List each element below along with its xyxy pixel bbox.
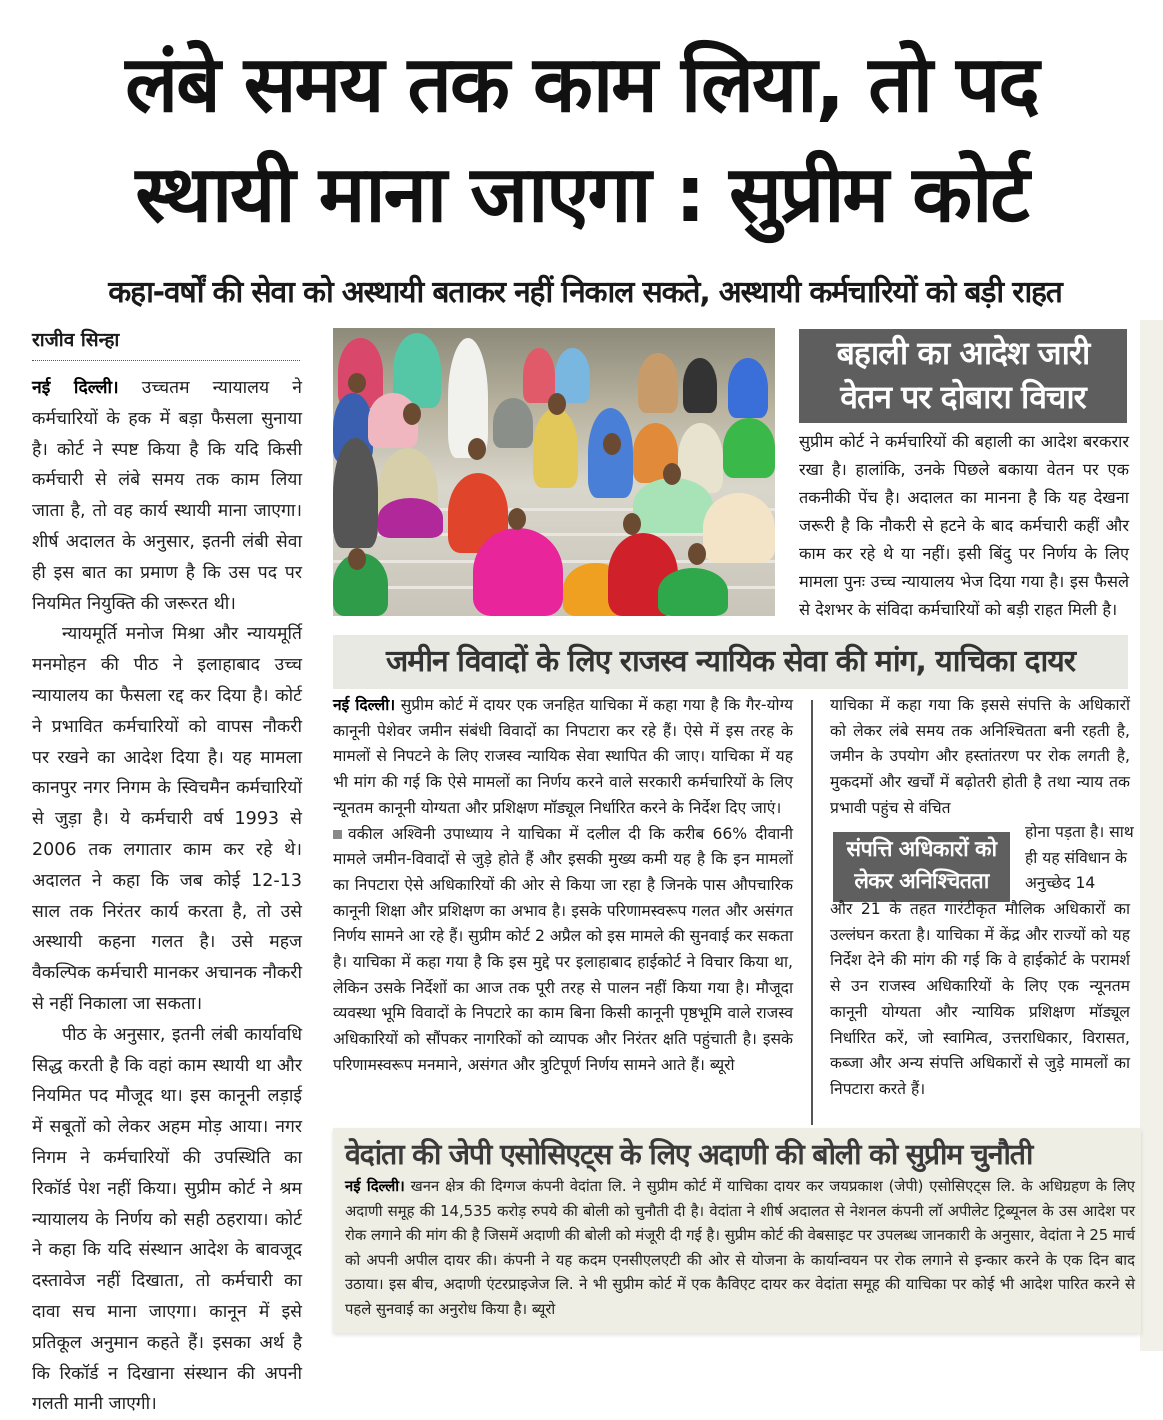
person xyxy=(378,498,443,538)
person-head xyxy=(603,433,621,455)
person-head xyxy=(688,543,706,565)
news-photo xyxy=(333,328,775,616)
page-edge xyxy=(1140,320,1163,1351)
paragraph-text: उच्चतम न्यायालय ने कर्मचारियों के हक में बड़ा फैसला सुनाया है। कोर्ट ने स्पष्ट किया है कि यदि किसी कर्मचारी से लंबे समय तक काम लिया जाता है, तो वह कार्य स्थायी माना जाएगा। शीर्ष अदालत के अनुसार, इतनी लंबी सेवा ही इस बात का प्रमाण है कि उस पद पर नियमित नियुक्ति की जरूरत थी। xyxy=(32,378,302,614)
main-headline-line-1: लंबे समय तक काम लिया, तो पद xyxy=(125,40,1038,130)
paragraph-text: सुप्रीम कोर्ट में दायर एक जनहित याचिका में कहा गया है कि गैर-योग्य कानूनी पेशेवर जमीन संबंधी विवादों का निपटारा कर रहे हैं। ऐसे में इस तरह के मामलों से निपटने के लिए राजस्व न्यायिक सेवा स्थापित की जाए। याचिका में यह भी मांग की गई कि ऐसे मामलों का निर्णय करने वाले सरकारी कर्मचारियों के लिए न्यूनतम कानूनी योग्यता और प्रशिक्षण मॉड्यूल निर्धारित करने के निर्देश दिए जाएं। xyxy=(333,696,794,817)
person xyxy=(728,358,768,418)
main-headline-line-2: स्थायी माना जाएगा : सुप्रीम कोर्ट xyxy=(135,150,1028,240)
main-story-body xyxy=(32,373,302,1420)
person xyxy=(638,353,678,413)
story2-body-left xyxy=(333,693,793,1079)
story3-heading: वेदांता की जेपी एसोसिएट्स के लिए अदाणी की बोली को सुप्रीम चुनौती xyxy=(345,1138,1033,1171)
story3-body xyxy=(345,1175,1135,1322)
pull-quote-line-1: संपत्ति अधिकारों को xyxy=(846,837,997,862)
story2-heading: जमीन विवादों के लिए राजस्व न्यायिक सेवा की मांग, याचिका दायर xyxy=(333,635,1128,689)
story2-body-right-bottom: और 21 के तहत गारंटीकृत मौलिक अधिकारों का उल्लंघन करता है। याचिका में केंद्र और राज्यों को यह निर्देश देने की मांग की गई कि वे हाईकोर्ट के परामर्श से उन राजस्व अधिकारियों के लिए एक न्यूनतम कानूनी योग्यता और न्यायिक प्रशिक्षण मॉड्यूल निर्धारित करें, जो स्वामित्व, उत्तराधिकार, विरासत, कब्जा और अन्य संपत्ति अधिकारों से जुड़े मामलों का निपटारा करते हैं। xyxy=(830,900,1130,1098)
person-head xyxy=(348,548,366,570)
person xyxy=(703,493,775,563)
person-head xyxy=(403,403,421,425)
byline: राजीव सिन्हा xyxy=(32,329,120,351)
person-head xyxy=(623,513,641,535)
sidebar-heading-line-1: बहाली का आदेश जारी xyxy=(836,334,1090,372)
story2-paragraph xyxy=(333,693,793,822)
person-head xyxy=(548,393,566,415)
byline-divider xyxy=(32,360,300,361)
sidebar-heading-box xyxy=(799,329,1127,423)
person-head xyxy=(663,463,681,485)
story2-paragraph xyxy=(333,822,793,1079)
person xyxy=(473,528,563,616)
paragraph-text: वकील अश्विनी उपाध्याय ने याचिका में दलील दी कि करीब 66% दीवानी मामले जमीन-विवादों से जुड़े होते हैं और इसकी मुख्य कमी यह है कि इन मामलों का निपटारा ऐसे अधिकारियों की ओर से किया जा रहा है जिनके पास औपचारिक कानूनी शिक्षा और प्रशिक्षण का अभाव है। इसके परिणामस्वरूप गलत और असंगत निर्णय सामने आ रहे हैं। सुप्रीम कोर्ट 2 अप्रैल को इस मामले की सुनवाई कर सकता है। याचिका में कहा गया है कि इस मुद्दे पर इलाहाबाद हाईकोर्ट ने विचार किया था, लेकिन उसके निर्देशों का आज तक पूरी तरह से पालन नहीं किया गया है। मौजूदा व्यवस्था भूमि विवादों के निपटारे का काम बिना किसी कानूनी पृष्ठभूमि वाले राजस्व अधिकारियों को सौंपकर नागरिकों को व्यापक और निरंतर क्षति पहुंचाती है। इसके परिणामस्वरूप मनमाने, असंगत और त्रुटिपूर्ण निर्णय सामने आते हैं। ब्यूरो xyxy=(333,824,793,1074)
person xyxy=(683,358,717,413)
dateline: नई दिल्ली। xyxy=(333,696,396,714)
dateline: नई दिल्ली। xyxy=(32,378,119,398)
person xyxy=(333,438,378,548)
bullet-square-icon xyxy=(333,830,342,839)
person xyxy=(633,478,713,533)
person-head xyxy=(468,438,486,460)
person xyxy=(533,408,578,488)
sidebar-heading-line-2: वेतन पर दोबारा विचार xyxy=(840,378,1086,416)
pull-quote-line-2: लेकर अनिश्चितता xyxy=(854,869,989,894)
pull-quote-side-text: होना पड़ता है। साथ ही यह संविधान के अनुच्छेद 14 xyxy=(1025,823,1134,893)
story2-body-right-top xyxy=(830,693,1130,822)
pull-quote-box xyxy=(833,832,1010,902)
person xyxy=(723,418,775,478)
main-story-paragraph: न्यायमूर्ति मनोज मिश्रा और न्यायमूर्ति मनमोहन की पीठ ने इलाहाबाद उच्च न्यायालय का फैसला रद्द कर दिया है। कोर्ट ने प्रभावित कर्मचारियों को वापस नौकरी पर रखने का आदेश दिया है। यह मामला कानपुर नगर निगम के स्विचमैन कर्मचारियों से जुड़ा है। ये कर्मचारी वर्ष 1993 से 2006 तक लगातार काम कर रहे थे। अदालत ने कहा कि जब कोई 12-13 साल तक निरंतर कार्य करता है, तो उसे अस्थायी कहना गलत है। उसे महज वैकल्पिक कर्मचारी मानकर अचानक नौकरी से नहीं निकाला जा सकता। xyxy=(32,624,302,1014)
sub-headline: कहा-वर्षों की सेवा को अस्थायी बताकर नहीं निकाल सकते, अस्थायी कर्मचारियों को बड़ी राहत xyxy=(108,275,1062,310)
main-story-paragraph xyxy=(32,373,302,619)
paragraph-text: याचिका में कहा गया कि इससे संपत्ति के अधिकारों को लेकर लंबे समय तक अनिश्चितता बनी रहती है, जमीन के उपयोग और हस्तांतरण पर रोक लगती है, मुकदमों और खर्चों में बढ़ोतरी होती है तथा न्याय तक प्रभावी पहुंच से वंचित xyxy=(830,696,1130,817)
main-story-paragraph: पीठ के अनुसार, इतनी लंबी कार्यावधि सिद्ध करती है कि वहां काम स्थायी था और नियमित पद मौजूद था। इस कानूनी लड़ाई में सबूतों को लेकर अहम मोड़ आया। नगर निगम ने कर्मचारियों की उपस्थिति का रिकॉर्ड पेश नहीं किया। सुप्रीम कोर्ट ने श्रम न्यायालय के निर्णय को सही ठहराया। कोर्ट ने कहा कि यदि संस्थान आदेश के बावजूद दस्तावेज नहीं दिखाता, तो कर्मचारी का दावा सच माना जाएगा। कानून में इसे प्रतिकूल अनुमान कहते हैं। इसका अर्थ है कि रिकॉर्ड न दिखाना संस्थान की अपनी गलती मानी जाएगी। xyxy=(32,1024,302,1415)
person-head xyxy=(508,508,526,530)
person xyxy=(493,398,533,448)
column-divider xyxy=(811,700,813,1125)
person-head xyxy=(348,373,366,393)
sidebar-text: सुप्रीम कोर्ट ने कर्मचारियों की बहाली का आदेश बरकरार रखा है। हालांकि, उनके पिछले बकाया वेतन पर एक तकनीकी पेंच है। अदालत का मानना है कि यह देखना जरूरी है कि नौकरी से हटने के बाद कर्मचारी कहीं और काम कर रहे थे या नहीं। इसी बिंदु पर निर्णय के लिए मामला पुनः उच्च न्यायालय भेज दिया गया है। इस फैसले से देशभर के संविदा कर्मचारियों को बड़ी राहत मिली है। xyxy=(799,432,1129,619)
paragraph-text: खनन क्षेत्र की दिग्गज कंपनी वेदांता लि. ने सुप्रीम कोर्ट में याचिका दायर कर जयप्रकाश (जेपी) एसोसिएट्स लि. के अधिग्रहण के लिए अदाणी समूह की 14,535 करोड़ रुपये की बोली को चुनौती दी है। वेदांता ने शीर्ष अदालत से नेशनल कंपनी लॉ अपीलेट ट्रिब्यूनल के उस आदेश पर रोक लगाने की मांग की है जिसमें अदाणी की बोली को मंजूरी दी गई है। सुप्रीम कोर्ट की वेबसाइट पर उपलब्ध जानकारी के अनुसार, वेदांता ने 25 मार्च को अपनी अपील दायर की। कंपनी ने यह कदम एनसीएलएटी की ओर से योजना के कार्यान्वयन पर रोक लगाने से इन्कार करने के एक दिन बाद उठाया। इस बीच, अदाणी एंटरप्राइजेज लि. ने भी सुप्रीम कोर्ट में एक कैविएट दायर कर वेदांता समूह की याचिका पर कोई भी आदेश पारित करने से पहले सुनवाई का अनुरोध किया है। ब्यूरो xyxy=(345,1178,1135,1318)
person xyxy=(658,568,728,616)
dateline: नई दिल्ली। xyxy=(345,1178,405,1195)
